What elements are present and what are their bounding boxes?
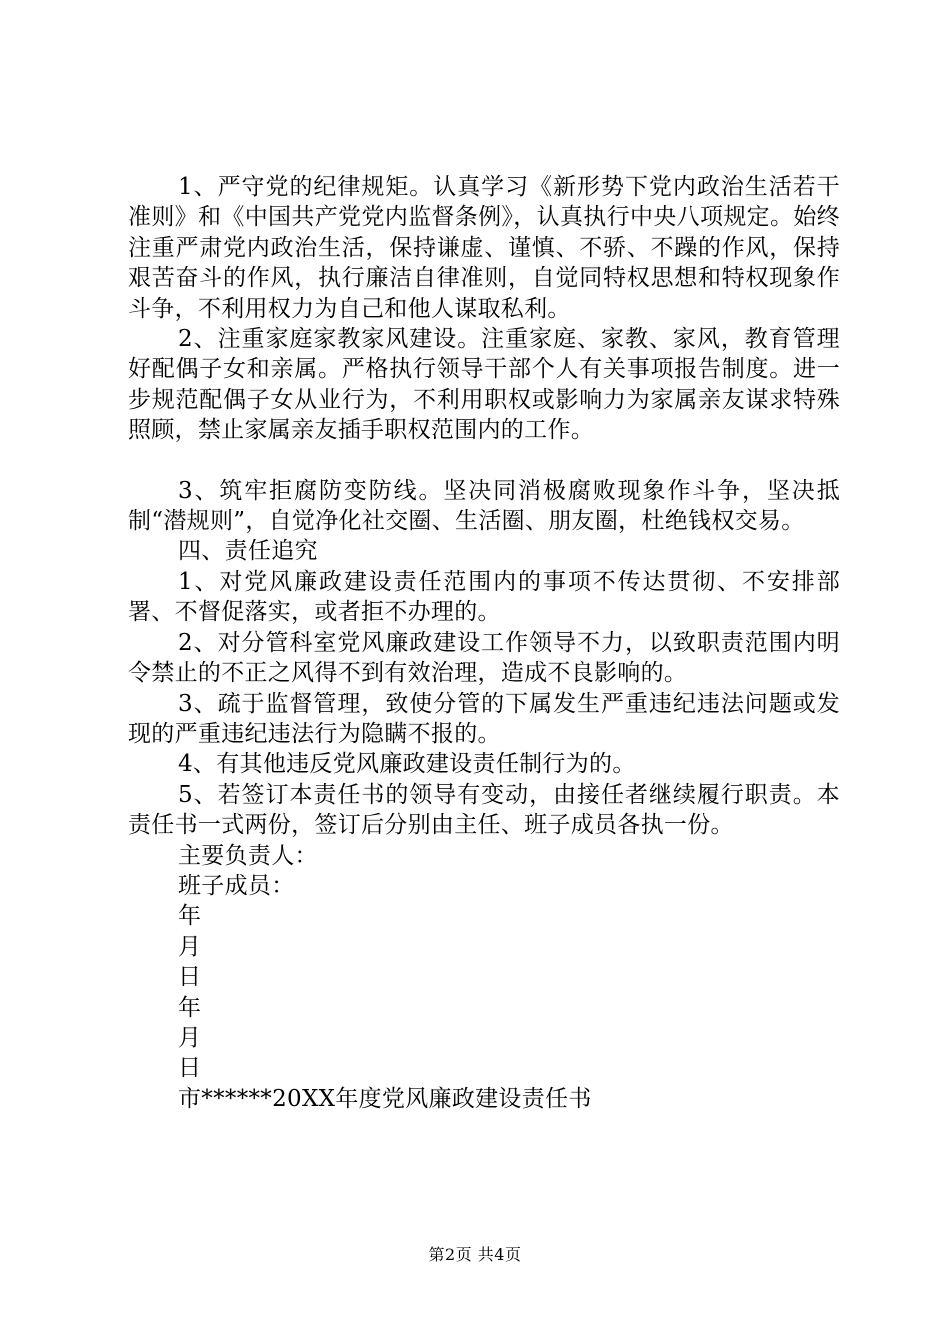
paragraph-family-conduct: 2、注重家庭家教家风建设。注重家庭、家教、家风，教育管理好配偶子女和亲属。严格执行领导干部个人有关事项报告制度。进一步规范配偶子女从业行为，不利用职权或影响力为家属亲友谋求特殊照顾，禁止家属亲友插手职权范围内的工作。 bbox=[128, 326, 840, 444]
section-heading-accountability: 四、责任追究 bbox=[178, 538, 318, 565]
accountability-item: 2、对分管科室党风廉政建设工作领导不力，以致职责范围内明令禁止的不正之风得不到有效治理，造成不良影响的。 bbox=[128, 629, 840, 687]
document-body bbox=[128, 172, 840, 1114]
date-year-1: 年 bbox=[178, 903, 202, 930]
accountability-item: 3、疏于监督管理，致使分管的下属发生严重违纪违法问题或发现的严重违纪违法行为隐瞒不报的。 bbox=[128, 690, 840, 747]
member-signature-label: 班子成员： bbox=[178, 872, 295, 899]
paragraph-discipline: 1、严守党的纪律规矩。认真学习《新形势下党内政治生活若干准则》和《中国共产党党内监督条例》，认真执行中央八项规定。始终注重严肃党内政治生活，保持谦虚、谨慎、不骄、不躁的作风，保持艰苦奋斗的作风，执行廉洁自律准则，自觉同特权思想和特权现象作斗争，不利用权力为自己和他人谋取私利。 bbox=[128, 174, 840, 322]
accountability-item: 5、若签订本责任书的领导有变动，由接任者继续履行职责。本责任书一式两份，签订后分别由主任、班子成员各执一份。 bbox=[128, 781, 840, 839]
closing-document-title: 市******20XX年度党风廉政建设责任书 bbox=[178, 1085, 592, 1112]
date-year-2: 年 bbox=[178, 994, 202, 1021]
date-day-2: 日 bbox=[178, 1055, 202, 1082]
date-month-2: 月 bbox=[178, 1024, 202, 1051]
date-day-1: 日 bbox=[178, 964, 202, 991]
date-month-1: 月 bbox=[178, 933, 202, 960]
paragraph-anti-corruption: 3、筑牢拒腐防变防线。坚决同消极腐败现象作斗争，坚决抵制“潜规则”，自觉净化社交圈、生活圈、朋友圈，杜绝钱权交易。 bbox=[128, 477, 840, 535]
accountability-item: 4、有其他违反党风廉政建设责任制行为的。 bbox=[178, 751, 636, 778]
accountability-item: 1、对党风廉政建设责任范围内的事项不传达贯彻、不安排部署、不督促落实，或者拒不办理的。 bbox=[128, 568, 840, 626]
principal-signature-label: 主要负责人： bbox=[178, 842, 318, 869]
page-number-footer: 第2页 共4页 bbox=[428, 1245, 522, 1264]
